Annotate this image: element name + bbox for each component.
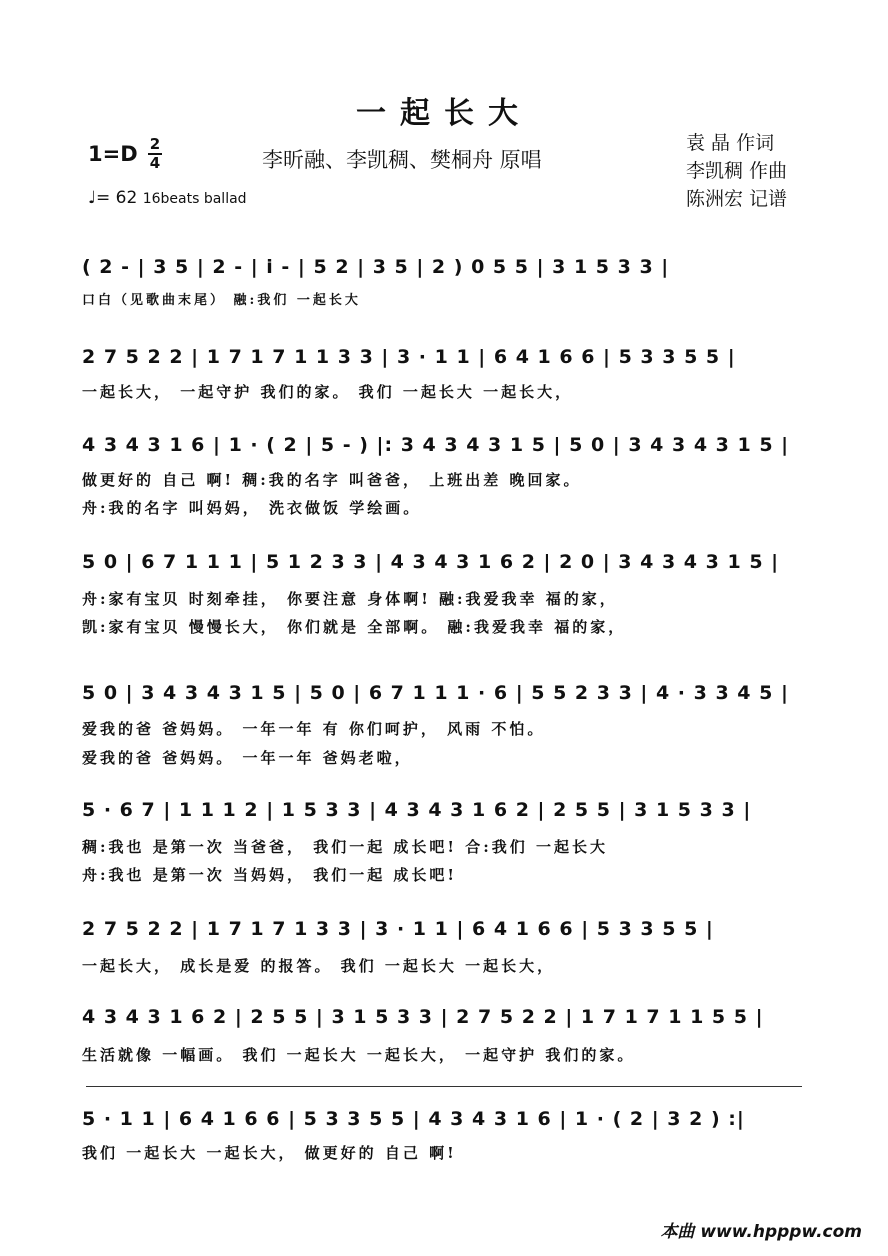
song-title: 一起长大	[356, 96, 532, 131]
lyrics-row-4b: 凯:家有宝贝 慢慢长大， 你们就是 全部啊。 融:我爱我幸 福的家，	[82, 618, 627, 636]
notes-row-1: ( 2 - | 3 5 | 2 - | i - | 5 2 | 3 5 | 2 ) 0 5 5 | 3 1 5 3 3 |	[82, 256, 670, 278]
notes-row-6: 5 · 6 7 | 1 1 1 2 | 1 5 3 3 | 4 3 4 3 1 6 2 | 2 5 5 | 3 1 5 3 3 |	[82, 799, 752, 821]
key-signature: 1=D	[88, 142, 138, 166]
repeat-bracket	[86, 1086, 802, 1087]
notes-row-4: 5 0 | 6 7 1 1 1 | 5 1 2 3 3 | 4 3 4 3 1 6 2 | 2 0 | 3 4 3 4 3 1 5 |	[82, 551, 780, 573]
composer-credit: 李凯稠 作曲	[686, 160, 788, 182]
lyrics-row-2: 一起长大， 一起守护 我们的家。 我们 一起长大 一起长大，	[82, 383, 574, 401]
quarter-note-icon: ♩	[88, 188, 97, 208]
notes-row-8: 4 3 4 3 1 6 2 | 2 5 5 | 3 1 5 3 3 | 2 7 5 2 2 | 1 7 1 7 1 1 5 5 |	[82, 1006, 764, 1028]
lyrics-row-9: 我们 一起长大 一起长大， 做更好的 自己 啊!	[82, 1144, 457, 1162]
lyrics-row-3b: 舟:我的名字 叫妈妈， 洗衣做饭 学绘画。	[82, 499, 422, 517]
time-signature	[146, 136, 164, 172]
lyrics-row-5b: 爱我的爸 爸妈妈。 一年一年 爸妈老啦，	[82, 749, 413, 767]
transcriber-credit: 陈洲宏 记谱	[686, 188, 788, 210]
tempo-marking	[88, 188, 247, 208]
tempo-value: = 62	[96, 188, 138, 208]
lyrics-row-3a: 做更好的 自己 啊! 稠:我的名字 叫爸爸， 上班出差 晚回家。	[82, 471, 582, 489]
notes-row-9: 5 · 1 1 | 6 4 1 6 6 | 5 3 3 5 5 | 4 3 4 3 1 6 | 1 · ( 2 | 3 2 ) :|	[82, 1108, 745, 1130]
time-bottom: 4	[149, 154, 161, 172]
lyrics-row-7: 一起长大， 成长是爱 的报答。 我们 一起长大 一起长大，	[82, 957, 556, 975]
style-label: 16beats ballad	[142, 191, 247, 207]
original-singers: 李昕融、李凯稠、樊桐舟 原唱	[262, 148, 542, 172]
lyrics-row-6a: 稠:我也 是第一次 当爸爸， 我们一起 成长吧! 合:我们 一起长大	[82, 838, 608, 856]
lyricist-credit: 袁 晶 作词	[686, 132, 775, 154]
lyrics-row-8: 生活就像 一幅画。 我们 一起长大 一起长大， 一起守护 我们的家。	[82, 1046, 636, 1064]
lyrics-row-6b: 舟:我也 是第一次 当妈妈， 我们一起 成长吧!	[82, 866, 458, 884]
lyrics-row-1: 口白（见歌曲末尾） 融:我们 一起长大	[82, 293, 361, 308]
lyrics-row-4a: 舟:家有宝贝 时刻牵挂， 你要注意 身体啊! 融:我爱我幸 福的家，	[82, 590, 618, 608]
notes-row-7: 2 7 5 2 2 | 1 7 1 7 1 3 3 | 3 · 1 1 | 6 4 1 6 6 | 5 3 3 5 5 |	[82, 918, 714, 940]
notes-row-3: 4 3 4 3 1 6 | 1 · ( 2 | 5 - ) |: 3 4 3 4 3 1 5 | 5 0 | 3 4 3 4 3 1 5 |	[82, 434, 790, 456]
notes-row-2: 2 7 5 2 2 | 1 7 1 7 1 1 3 3 | 3 · 1 1 | 6 4 1 6 6 | 5 3 3 5 5 |	[82, 346, 736, 368]
time-top: 2	[149, 135, 161, 153]
lyrics-row-5a: 爱我的爸 爸妈妈。 一年一年 有 你们呵护， 风雨 不怕。	[82, 720, 546, 738]
notes-row-5: 5 0 | 3 4 3 4 3 1 5 | 5 0 | 6 7 1 1 1 · 6 | 5 5 2 3 3 | 4 · 3 3 4 5 |	[82, 682, 789, 704]
watermark-url: 本曲 www.hpppw.com	[660, 1222, 862, 1242]
